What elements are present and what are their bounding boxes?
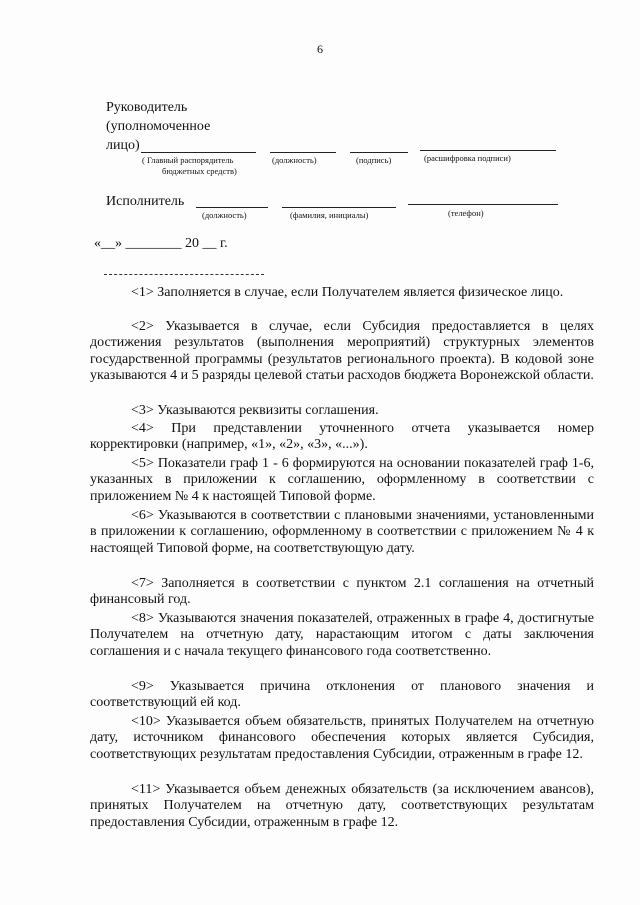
- caption-decoding: (расшифровка подписи): [424, 153, 511, 163]
- caption-main-admin-2: бюджетных средств): [162, 166, 237, 176]
- footnote-3: <3> Указываются реквизиты соглашения.: [131, 403, 379, 418]
- caption-main-admin-1: ( Главный распорядитель: [142, 155, 234, 165]
- caption-name: (фамилия, инициалы): [290, 210, 369, 220]
- caption-exec-position: (должность): [202, 210, 247, 220]
- footnote-separator: [104, 274, 264, 275]
- footnote-5: <5> Показатели граф 1 - 6 формируются на основании показателей граф 1-6, указанных в приложении к соглашению, оформленному в соответствии с приложением № 4 к настоящей Типовой форме.: [90, 456, 594, 504]
- footnote-2: <2> Указывается в случае, если Субсидия предоставляется в целях достижения результатов (выполнения мероприятий) структурных элементов государственной программы (результатов регионального проекта). В кодовой зоне указываются 4 и 5 разряды целевой статьи расходов бюджета Воронежской области.: [90, 319, 594, 383]
- head-label-line2: (уполномоченное: [106, 119, 211, 134]
- footnote-11: <11> Указывается объем денежных обязательств (за исключением авансов), принятых Получателем на отчетную дату, соответствующих результатам предоставления Субсидии, отраженным в графе 12.: [90, 782, 594, 830]
- decoding-line: [420, 150, 556, 151]
- main-admin-line: [141, 152, 256, 153]
- page-number: 6: [317, 42, 323, 56]
- exec-name-line: [282, 207, 396, 208]
- footnote-1: <1> Заполняется в случае, если Получателем является физическое лицо.: [131, 285, 564, 300]
- caption-position: (должность): [272, 155, 317, 165]
- head-label-line1: Руководитель: [106, 100, 188, 115]
- footnote-7: <7> Заполняется в соответствии с пунктом 2.1 соглашения на отчетный финансовый год.: [90, 576, 594, 608]
- exec-position-line: [196, 207, 268, 208]
- footnote-9: <9> Указывается причина отклонения от планового значения и соответствующий ей код.: [90, 679, 594, 711]
- executor-label: Исполнитель: [106, 194, 185, 209]
- footnote-4: <4> При представлении уточненного отчета указывается номер корректировки (например, «1», «2», «3», «...»).: [90, 421, 594, 453]
- signature-line: [350, 152, 408, 153]
- footnote-10: <10> Указывается объем обязательств, принятых Получателем на отчетную дату, источником финансового обеспечения которых является Субсидия, соответствующих результатам предоставления Субсидии, отраженным в графе 12.: [90, 714, 594, 762]
- head-label-line3: лицо): [106, 138, 140, 153]
- exec-phone-line: [408, 204, 558, 205]
- caption-phone: (телефон): [448, 208, 484, 218]
- footnote-6: <6> Указываются в соответствии с плановыми значениями, установленными в приложении к соглашению, оформленному в соответствии с приложением № 4 к настоящей Типовой форме, на соответствующую дату.: [90, 508, 594, 556]
- position-line: [270, 152, 336, 153]
- date-line: «__» ________ 20 __ г.: [94, 236, 228, 251]
- caption-signature: (подпись): [356, 155, 392, 165]
- footnote-8: <8> Указываются значения показателей, отраженных в графе 4, достигнутые Получателем на отчетную дату, нарастающим итогом с даты заключения соглашения и с начала текущего финансового года соответственно.: [90, 611, 594, 659]
